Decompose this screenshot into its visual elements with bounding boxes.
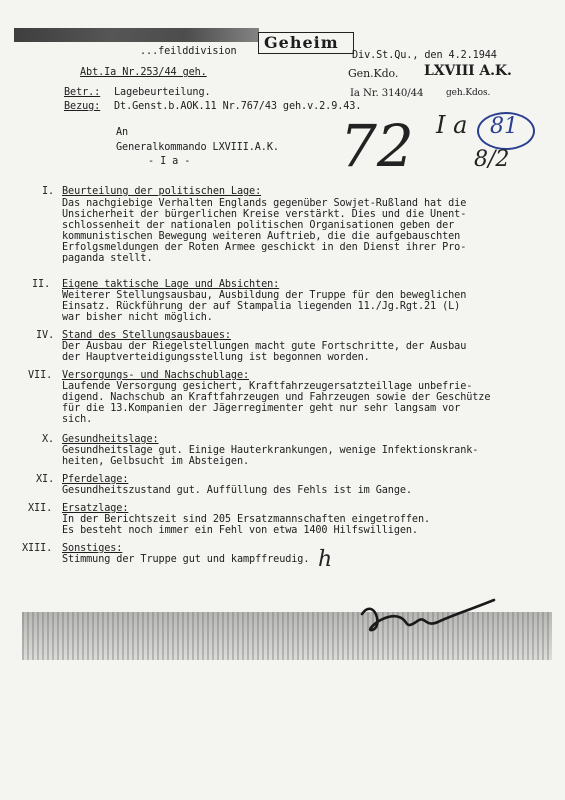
bezug-text: Dt.Genst.b.AOK.11 Nr.767/43 geh.v.2.9.43. (114, 101, 362, 112)
section-line: In der Berichtszeit sind 205 Ersatzmannschaften eingetroffen. (62, 514, 431, 525)
signature-text (362, 596, 425, 618)
section-line: Der Ausbau der Riegelstellungen macht gute Fortschritte, der Ausbau (62, 341, 467, 352)
section-number: X. (42, 434, 55, 445)
file-number: Abt.Ia Nr.253/44 geh. (80, 67, 207, 78)
section-heading: Stand des Stellungsausbaues: (62, 330, 231, 341)
section-line: Stimmung der Truppe gut und kampffreudig. (62, 554, 310, 565)
section-line: Weiterer Stellungsausbau, Ausbildung der Truppe für den beweglichen (62, 290, 467, 301)
section-line: Das nachgiebige Verhalten Englands gegenüber Sowjet-Rußland hat die (62, 198, 467, 209)
section-line: sich. (62, 414, 93, 425)
receipt-stamp-number: Ia Nr. 3140/44 (350, 88, 424, 99)
handwritten-fraction: 8/2 (474, 147, 510, 172)
section-number: XII. (28, 503, 53, 514)
section-line: Unsicherheit der bürgerlichen Kreise verstärkt. Dies und die Unent- (62, 209, 467, 220)
section-number: XI. (36, 474, 55, 485)
section-line: Einsatz. Rückführung der auf Stampalia liegenden 11./Jg.Rgt.21 (L) (62, 301, 461, 312)
section-heading: Sonstiges: (62, 543, 123, 554)
bezug-label: Bezug: (64, 101, 101, 112)
section-number: I. (42, 186, 55, 197)
addressee-an: An (116, 127, 129, 138)
section-line: digend. Nachschub an Kraftfahrzeugen und Fahrzeugen sowie der Geschütze (62, 392, 491, 403)
receipt-stamp-corps: Gen.Kdo. (348, 67, 399, 80)
section-number: IV. (36, 330, 55, 341)
addressee-recipient: Generalkommando LXVIII.A.K. (116, 142, 279, 153)
section-line: der Hauptverteidigungsstellung ist begonnen worden. (62, 352, 370, 363)
betr-text: Lagebeurteilung. (114, 87, 211, 98)
section-heading: Ersatzlage: (62, 503, 129, 514)
receipt-stamp-roman: LXVIII A.K. (424, 63, 512, 79)
section-line: für die 13.Kompanien der Jägerregimenter geht nur sehr langsam vor (62, 403, 461, 414)
section-heading: Beurteilung der politischen Lage: (62, 186, 262, 197)
section-heading: Pferdelage: (62, 474, 129, 485)
section-line: Gesundheitszustand gut. Auffüllung des Fehls ist im Gange. (62, 485, 412, 496)
scan-shadow-top (14, 28, 259, 42)
section-number: VII. (28, 370, 53, 381)
handwritten-number: 72 (340, 112, 414, 180)
section-line: Erfolgsmeldungen der Roten Armee geschickt in den Dienst ihrer Pro- (62, 242, 467, 253)
section-line: Laufende Versorgung gesichert, Kraftfahrzeugersatzteillage unbefrie- (62, 381, 473, 392)
handwritten-ia: I a (436, 111, 468, 139)
receipt-stamp-secret: geh.Kdos. (446, 88, 491, 98)
place-date: Div.St.Qu., den 4.2.1944 (352, 50, 497, 61)
section-line: heiten, Gelbsucht im Absteigen. (62, 456, 250, 467)
section-line: schlossenheit der nationalen politischen Organisationen geben der (62, 220, 455, 231)
section-line: paganda stellt. (62, 253, 153, 264)
section-line: Es besteht noch immer ein Fehl von etwa 1400 Hilfswilligen. (62, 525, 418, 536)
addressee-dept: - I a - (148, 156, 191, 167)
section-line: war bisher nicht möglich. (62, 312, 213, 323)
section-line: kommunistischen Bewegung weiteren Auftrieb, die die aufgebauschten (62, 231, 461, 242)
unit-name: ...feilddivision (140, 46, 237, 57)
betr-label: Betr.: (64, 87, 101, 98)
section-number: XIII. (22, 543, 53, 554)
section-number: II. (32, 279, 51, 290)
section-heading: Eigene taktische Lage und Absichten: (62, 279, 280, 290)
handwritten-circled-number: 81 (490, 114, 518, 139)
section-heading: Gesundheitslage: (62, 434, 159, 445)
section-heading: Versorgungs- und Nachschublage: (62, 370, 250, 381)
handwritten-paraph: h (318, 547, 333, 572)
classification-stamp: Geheim (264, 33, 339, 52)
section-line: Gesundheitslage gut. Einige Hauterkrankungen, wenige Infektionskrank- (62, 445, 479, 456)
